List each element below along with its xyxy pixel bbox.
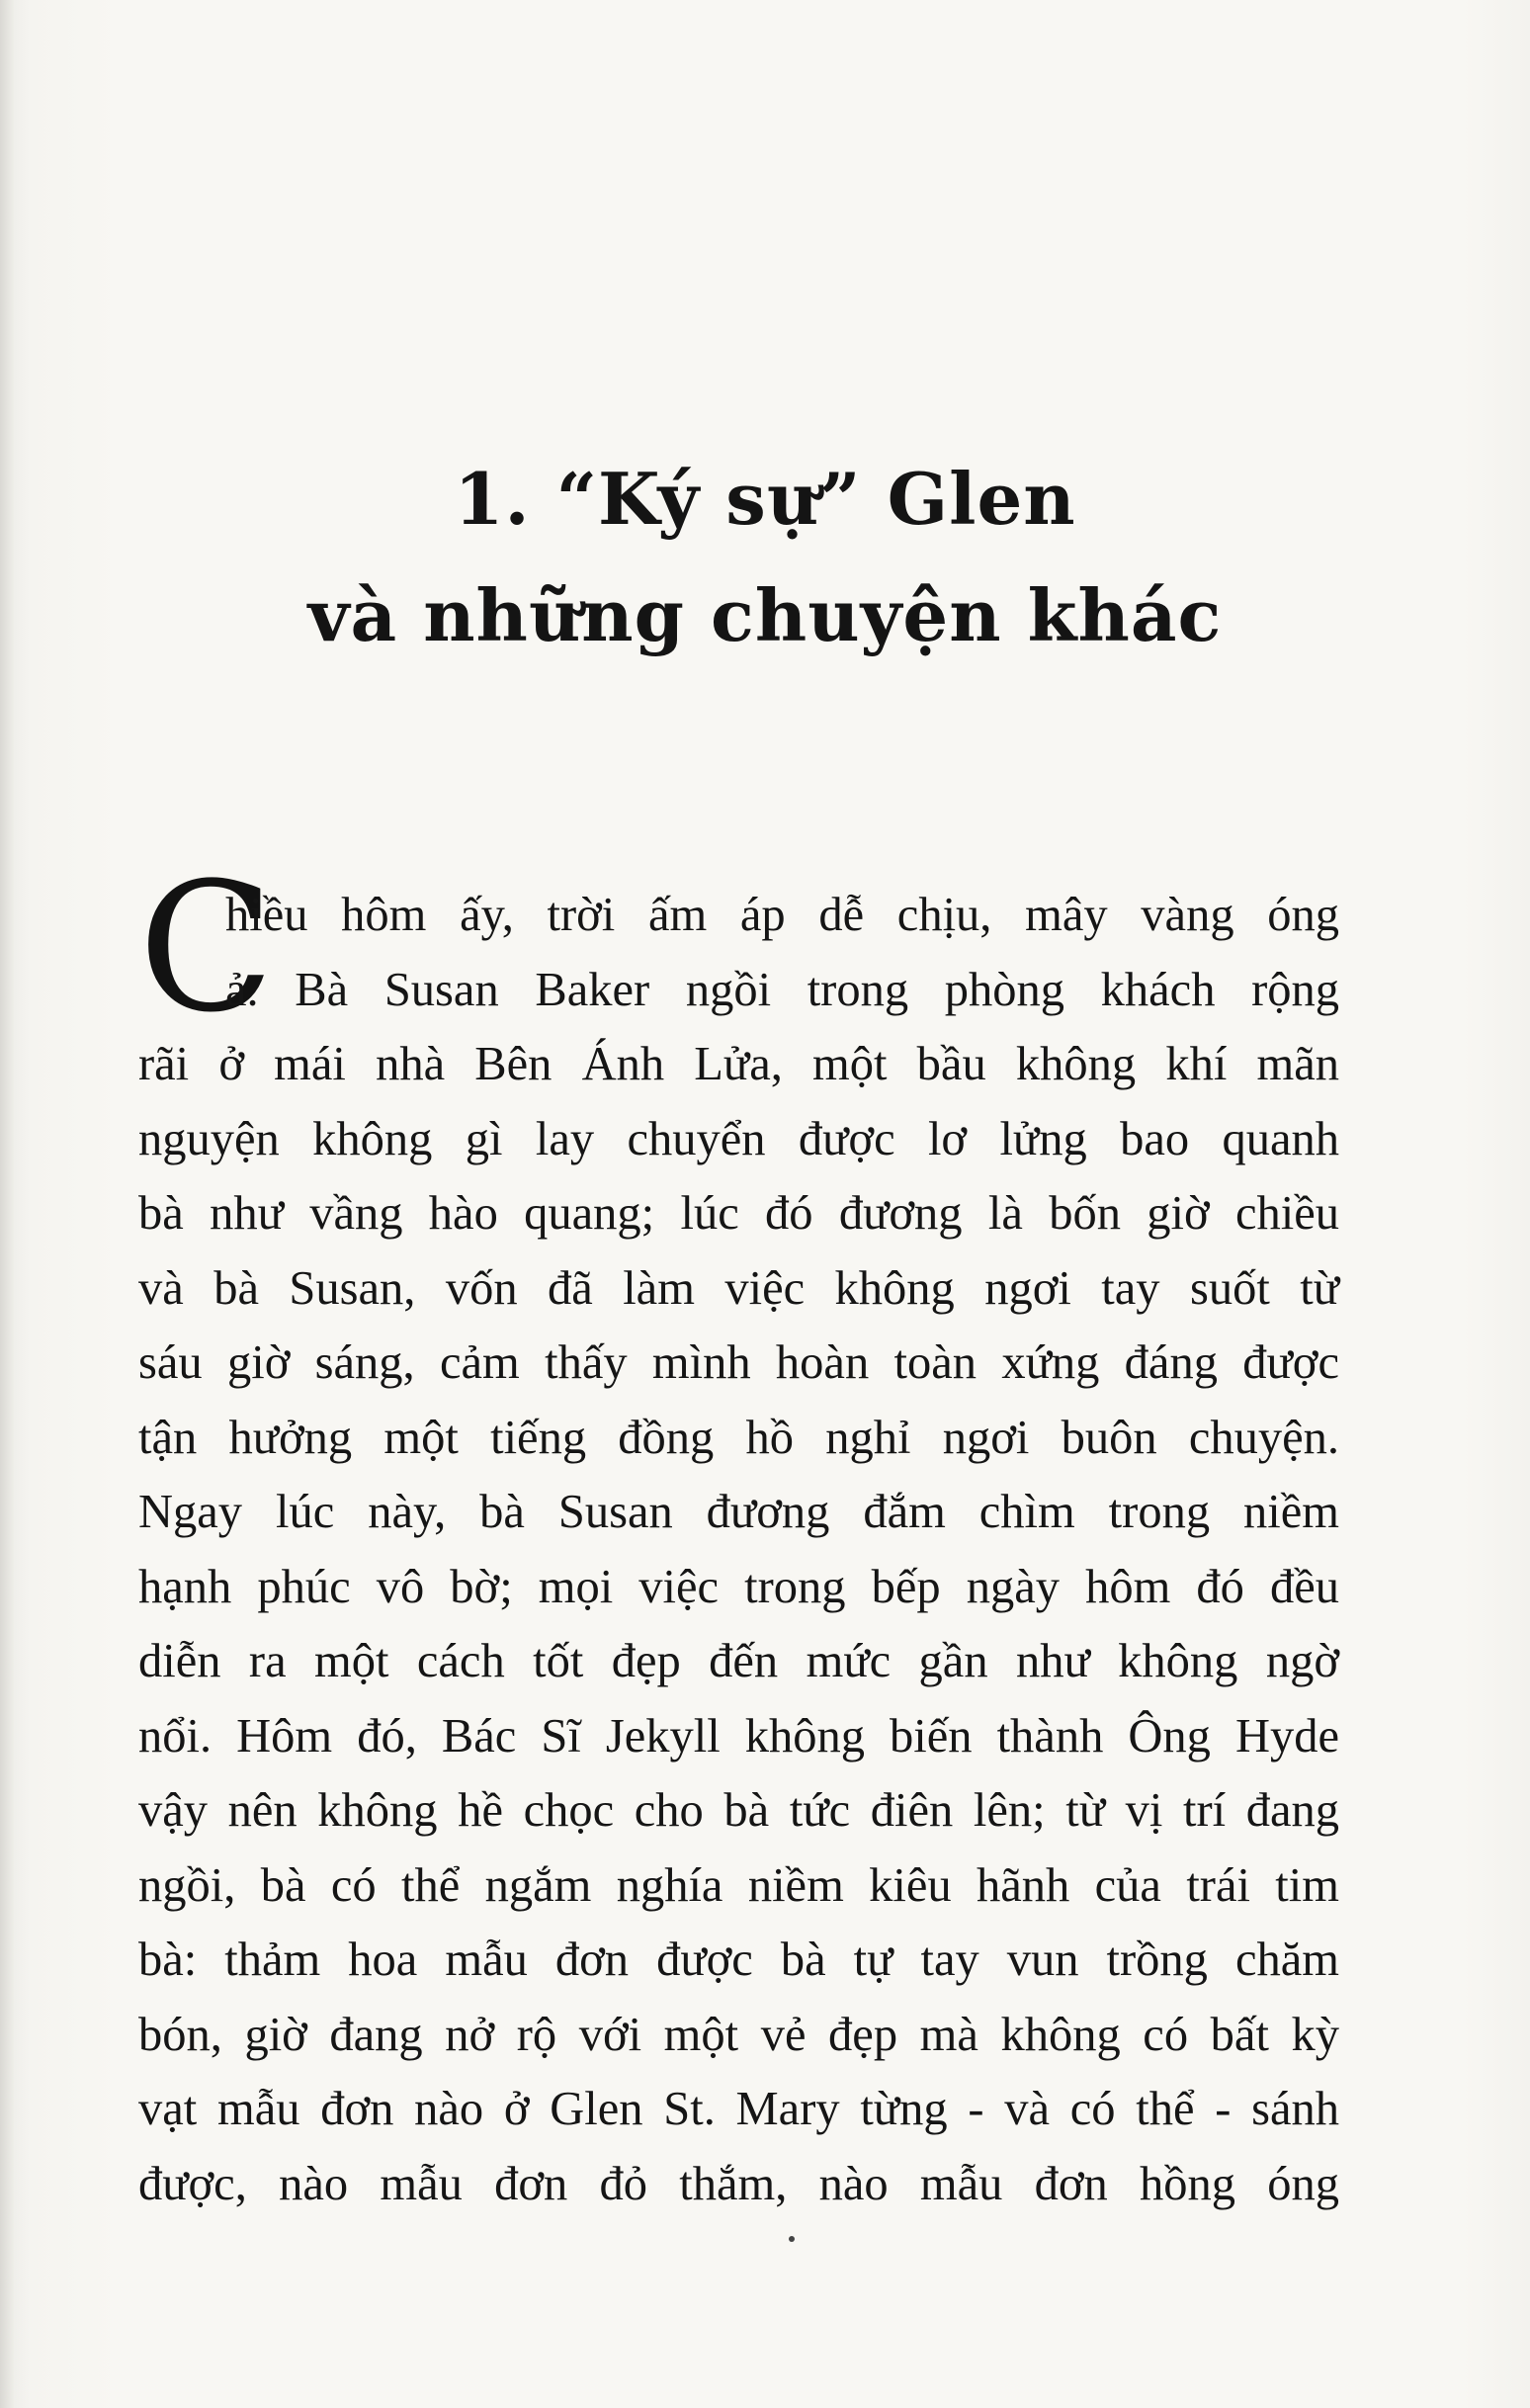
- body-line: nguyện không gì lay chuyển được lơ lửng bao quanh: [138, 1112, 1339, 1165]
- body-line: hiều hôm ấy, trời ấm áp dễ chịu, mây vàng óng: [225, 889, 1339, 941]
- page-binding-edge: [0, 0, 14, 2408]
- chapter-body-paragraph: [138, 878, 1339, 2221]
- body-line: ngồi, bà có thể ngắm nghía niềm kiêu hãnh của trái tim: [138, 1858, 1339, 1912]
- body-line: được, nào mẫu đơn đỏ thắm, nào mẫu đơn hồng óng: [138, 2157, 1339, 2210]
- body-line: diễn ra một cách tốt đẹp đến mức gần như không ngờ: [138, 1635, 1339, 1687]
- body-line: rãi ở mái nhà Bên Ánh Lửa, một bầu không khí mãn: [138, 1038, 1339, 1090]
- page-bottom-mark: [789, 2236, 795, 2242]
- body-line: vậy nên không hề chọc cho bà tức điên lên; từ vị trí đang: [138, 1784, 1339, 1837]
- body-line: vạt mẫu đơn nào ở Glen St. Mary từng - và có thể - sánh: [138, 2083, 1339, 2135]
- body-line: Ngay lúc này, bà Susan đương đắm chìm trong niềm: [138, 1486, 1339, 1538]
- body-line: bà như vầng hào quang; lúc đó đương là bốn giờ chiều: [138, 1187, 1339, 1240]
- body-line: và bà Susan, vốn đã làm việc không ngơi tay suốt từ: [138, 1261, 1339, 1315]
- body-line: sáu giờ sáng, cảm thấy mình hoàn toàn xứng đáng được: [138, 1336, 1339, 1389]
- chapter-title-line-1: 1. “Ký sự” Glen: [454, 457, 1076, 541]
- body-line: hạnh phúc vô bờ; mọi việc trong bếp ngày hôm đó đều: [138, 1560, 1339, 1613]
- chapter-title-line-2: và những chuyện khác: [307, 573, 1223, 657]
- drop-cap-letter: C: [138, 845, 275, 1052]
- body-line: nổi. Hôm đó, Bác Sĩ Jekyll không biến thành Ông Hyde: [138, 1709, 1339, 1763]
- body-line: bón, giờ đang nở rộ với một vẻ đẹp mà không có bất kỳ: [138, 2008, 1339, 2061]
- body-line: tận hưởng một tiếng đồng hồ nghỉ ngơi buôn chuyện.: [138, 1411, 1339, 1464]
- body-line: ả. Bà Susan Baker ngồi trong phòng khách rộng: [225, 963, 1339, 1016]
- body-line: bà: thảm hoa mẫu đơn được bà tự tay vun trồng chăm: [138, 1934, 1339, 1986]
